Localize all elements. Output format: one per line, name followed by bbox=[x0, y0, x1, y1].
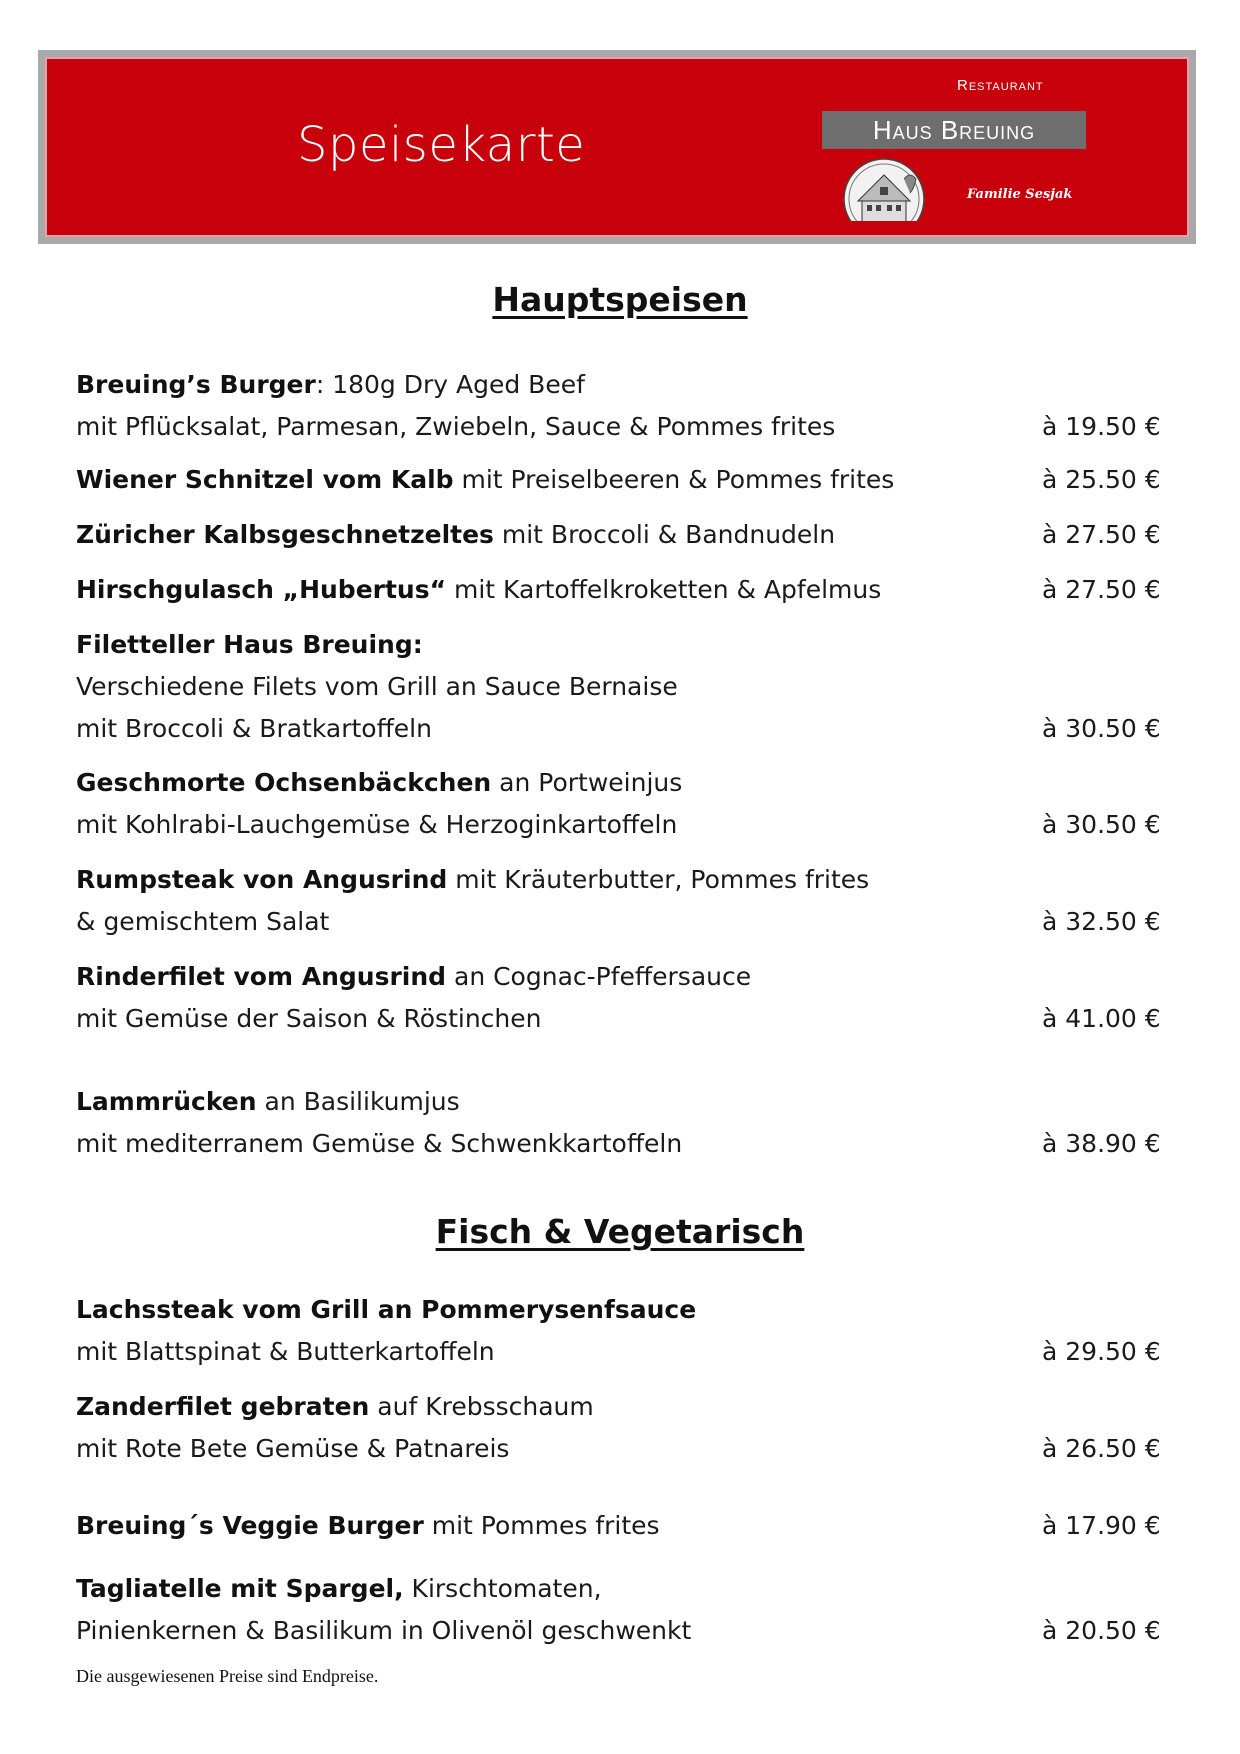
menu-item-line1 bbox=[76, 956, 1176, 998]
menu-item-line2 bbox=[76, 998, 1176, 1040]
section-title-hauptspeisen: Hauptspeisen bbox=[492, 280, 748, 319]
logo-house-seal-icon bbox=[842, 157, 926, 221]
menu-item-line2 bbox=[76, 1610, 1176, 1652]
menu-item-desc: mit Pflücksalat, Parmesan, Zwiebeln, Sauce & Pommes frites bbox=[76, 412, 836, 441]
logo-name-plate: Haus Breuing bbox=[822, 111, 1086, 149]
header-banner bbox=[38, 50, 1196, 244]
menu-item-name: Geschmorte Ochsenbäckchen bbox=[76, 768, 492, 797]
menu-item-line2 bbox=[76, 666, 1176, 708]
menu-item-name: Züricher Kalbsgeschnetzeltes bbox=[76, 520, 494, 549]
menu-item-desc: an Basilikumjus bbox=[256, 1087, 460, 1116]
menu-item-desc: : 180g Dry Aged Beef bbox=[315, 370, 585, 399]
menu-item bbox=[76, 1289, 1176, 1373]
menu-item-desc: mit Broccoli & Bandnudeln bbox=[493, 520, 836, 549]
menu-item-desc: mit Preiselbeeren & Pommes frites bbox=[453, 465, 895, 494]
menu-item-desc: & gemischtem Salat bbox=[76, 907, 330, 936]
menu-item-name: Rumpsteak von Angusrind bbox=[76, 865, 448, 894]
menu-item-line1 bbox=[76, 859, 1176, 901]
menu-item-desc: Pinienkernen & Basilikum in Olivenöl geschwenkt bbox=[76, 1616, 692, 1645]
menu-item-desc: an Portweinjus bbox=[491, 768, 683, 797]
menu-item-line1 bbox=[76, 459, 1176, 501]
menu-item bbox=[76, 364, 1176, 448]
page-title: Speisekarte bbox=[297, 117, 586, 173]
menu-item-line1 bbox=[76, 624, 1176, 666]
menu-item-desc: an Cognac-Pfeffersauce bbox=[446, 962, 752, 991]
menu-item-name: Breuing´s Veggie Burger bbox=[76, 1511, 424, 1540]
menu-item bbox=[76, 569, 1176, 611]
menu-item bbox=[76, 624, 1176, 750]
menu-item-price: à 17.90 € bbox=[1042, 1511, 1161, 1540]
menu-item-name: Hirschgulasch „Hubertus“ bbox=[76, 575, 447, 604]
menu-item-desc: auf Krebsschaum bbox=[369, 1392, 594, 1421]
logo-restaurant-label: Restaurant bbox=[957, 77, 1044, 94]
section-title-fisch-vegetarisch: Fisch & Vegetarisch bbox=[435, 1212, 805, 1251]
price-footnote: Die ausgewiesenen Preise sind Endpreise. bbox=[76, 1666, 379, 1686]
menu-item-name: Tagliatelle mit Spargel, bbox=[76, 1574, 404, 1603]
menu-item-line1 bbox=[76, 1081, 1176, 1123]
menu-item-desc: mit Rote Bete Gemüse & Patnareis bbox=[76, 1434, 510, 1463]
menu-item-line1 bbox=[76, 1568, 1176, 1610]
menu-item-price: à 29.50 € bbox=[1042, 1337, 1161, 1366]
menu-item bbox=[76, 514, 1176, 556]
menu-item-line2 bbox=[76, 406, 1176, 448]
menu-item bbox=[76, 1505, 1176, 1547]
menu-item-line1 bbox=[76, 1505, 1176, 1547]
menu-item-price: à 27.50 € bbox=[1042, 520, 1161, 549]
menu-item-desc: Verschiedene Filets vom Grill an Sauce Bernaise bbox=[76, 672, 678, 701]
menu-item-desc: Kirschtomaten, bbox=[403, 1574, 602, 1603]
menu-item-price: à 38.90 € bbox=[1042, 1129, 1161, 1158]
menu-item-line3 bbox=[76, 708, 1176, 750]
menu-item-line2 bbox=[76, 901, 1176, 943]
menu-item-name: Lammrücken bbox=[76, 1087, 257, 1116]
logo-family-signature: Familie Sesjak bbox=[967, 187, 1073, 202]
menu-item bbox=[76, 1081, 1176, 1165]
menu-item-price: à 41.00 € bbox=[1042, 1004, 1161, 1033]
menu-item-desc: mit Blattspinat & Butterkartoffeln bbox=[76, 1337, 495, 1366]
menu-item-line2 bbox=[76, 1428, 1176, 1470]
menu-item bbox=[76, 859, 1176, 943]
menu-item-price: à 20.50 € bbox=[1042, 1616, 1161, 1645]
menu-item-desc: mit Broccoli & Bratkartoffeln bbox=[76, 714, 432, 743]
menu-item-line2 bbox=[76, 1123, 1176, 1165]
menu-item-line1 bbox=[76, 762, 1176, 804]
menu-item-desc: mit Pommes frites bbox=[423, 1511, 660, 1540]
menu-item bbox=[76, 1386, 1176, 1470]
menu-item-line2 bbox=[76, 804, 1176, 846]
menu-item-name: Zanderfilet gebraten bbox=[76, 1392, 370, 1421]
menu-item-line1 bbox=[76, 1386, 1176, 1428]
menu-item-desc: mit Kräuterbutter, Pommes frites bbox=[447, 865, 870, 894]
menu-item-name: Rinderfilet vom Angusrind bbox=[76, 962, 447, 991]
menu-item-price: à 30.50 € bbox=[1042, 714, 1161, 743]
menu-item-name: Wiener Schnitzel vom Kalb bbox=[76, 465, 454, 494]
menu-item-line1 bbox=[76, 569, 1176, 611]
menu-item bbox=[76, 956, 1176, 1040]
menu-item-line2 bbox=[76, 1331, 1176, 1373]
menu-item-name: Lachssteak vom Grill an Pommerysenfsauce bbox=[76, 1295, 697, 1324]
menu-item-desc: mit Kohlrabi-Lauchgemüse & Herzoginkartoffeln bbox=[76, 810, 678, 839]
menu-item-price: à 19.50 € bbox=[1042, 412, 1161, 441]
menu-item-price: à 25.50 € bbox=[1042, 465, 1161, 494]
menu-item bbox=[76, 762, 1176, 846]
menu-item-name: Filetteller Haus Breuing: bbox=[76, 630, 423, 659]
menu-item bbox=[76, 459, 1176, 501]
menu-item-name: Breuing’s Burger bbox=[76, 370, 316, 399]
menu-item-desc: mit mediterranem Gemüse & Schwenkkartoffeln bbox=[76, 1129, 683, 1158]
menu-item bbox=[76, 1568, 1176, 1652]
menu-item-desc: mit Gemüse der Saison & Röstinchen bbox=[76, 1004, 542, 1033]
menu-item-price: à 26.50 € bbox=[1042, 1434, 1161, 1463]
menu-item-line1 bbox=[76, 1289, 1176, 1331]
menu-item-price: à 27.50 € bbox=[1042, 575, 1161, 604]
menu-item-line1 bbox=[76, 364, 1176, 406]
menu-item-price: à 30.50 € bbox=[1042, 810, 1161, 839]
menu-item-price: à 32.50 € bbox=[1042, 907, 1161, 936]
header-banner-inner bbox=[45, 57, 1189, 237]
menu-item-desc: mit Kartoffelkroketten & Apfelmus bbox=[446, 575, 882, 604]
menu-item-line1 bbox=[76, 514, 1176, 556]
